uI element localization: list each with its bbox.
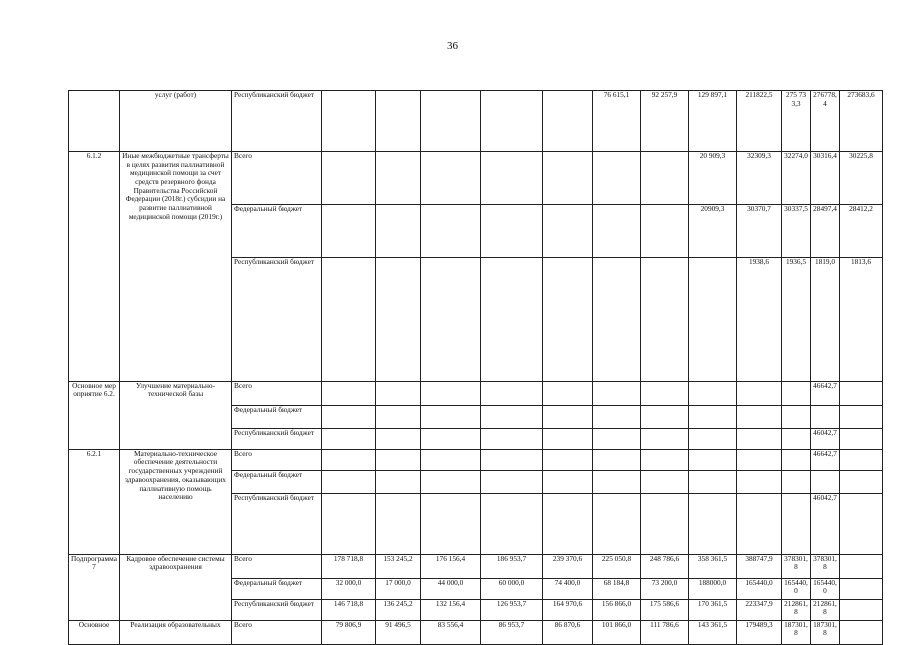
value-cell (593, 428, 641, 449)
value-cell: 86 870,6 (543, 620, 593, 644)
value-cell (481, 204, 543, 257)
funding-source: Всего (232, 620, 322, 644)
value-cell (481, 449, 543, 470)
value-cell: 126 953,7 (481, 599, 543, 620)
value-cell (641, 449, 689, 470)
value-cell: 1938,6 (737, 257, 782, 381)
value-cell (737, 493, 782, 554)
value-cell (543, 428, 593, 449)
value-cell: 388747,9 (737, 554, 782, 578)
value-cell (543, 204, 593, 257)
value-cell: 1819,0 (811, 257, 840, 381)
value-cell: 86 953,7 (481, 620, 543, 644)
funding-source: Республиканский бюджет (232, 257, 322, 381)
value-cell: 101 866,0 (593, 620, 641, 644)
value-cell: 188000,0 (689, 578, 737, 599)
row-name: Иные межбюджетные трансферты в целях развития паллиативной медицинской помощи за счет средств резервного фонда Правительства Российской Федерации (2018г.) субсидии на развитие паллиативной медицинской помощи (2019г.) (120, 152, 232, 381)
value-cell (543, 381, 593, 405)
value-cell: 30337,5 (782, 204, 811, 257)
value-cell (322, 428, 376, 449)
value-cell (782, 493, 811, 554)
value-cell (593, 470, 641, 493)
value-cell: 132 156,4 (421, 599, 481, 620)
value-cell: 248 786,6 (641, 554, 689, 578)
value-cell (481, 470, 543, 493)
value-cell (840, 493, 883, 554)
value-cell (737, 381, 782, 405)
value-cell: 32274,0 (782, 152, 811, 205)
funding-source: Всего (232, 152, 322, 205)
value-cell: 211822,5 (737, 91, 782, 152)
value-cell: 92 257,9 (641, 91, 689, 152)
value-cell (689, 449, 737, 470)
row-code: 6.1.2 (69, 152, 120, 381)
value-cell: 164 970,6 (543, 599, 593, 620)
value-cell: 153 245,2 (376, 554, 421, 578)
row-name: Кадровое обеспечение системы здравоохранения (120, 554, 232, 620)
value-cell (593, 152, 641, 205)
value-cell (840, 554, 883, 578)
value-cell: 378301,8 (782, 554, 811, 578)
value-cell (782, 470, 811, 493)
table-row (69, 554, 883, 578)
funding-source: Федеральный бюджет (232, 470, 322, 493)
value-cell: 46042,7 (811, 428, 840, 449)
value-cell: 83 556,4 (421, 620, 481, 644)
value-cell (322, 449, 376, 470)
value-cell: 30225,8 (840, 152, 883, 205)
funding-source: Республиканский бюджет (232, 91, 322, 152)
row-code: Основное мероприятие 6.2. (69, 381, 120, 449)
value-cell (481, 91, 543, 152)
value-cell (782, 449, 811, 470)
value-cell: 91 496,5 (376, 620, 421, 644)
row-code: Основное (69, 620, 120, 644)
value-cell: 146 718,8 (322, 599, 376, 620)
value-cell: 223347,9 (737, 599, 782, 620)
value-cell (641, 381, 689, 405)
value-cell (376, 493, 421, 554)
value-cell (376, 91, 421, 152)
value-cell: 187301,8 (811, 620, 840, 644)
value-cell: 276778,4 (811, 91, 840, 152)
table-row (69, 620, 883, 644)
value-cell: 30370,7 (737, 204, 782, 257)
value-cell (811, 470, 840, 493)
value-cell (811, 405, 840, 428)
value-cell (421, 428, 481, 449)
value-cell: 179489,3 (737, 620, 782, 644)
value-cell: 212861,8 (782, 599, 811, 620)
value-cell (641, 405, 689, 428)
row-code: 6.2.1 (69, 449, 120, 554)
value-cell: 68 184,8 (593, 578, 641, 599)
value-cell (322, 470, 376, 493)
value-cell (376, 204, 421, 257)
row-name: Улучшение материально-технической базы (120, 381, 232, 449)
row-name: Реализация образовательных (120, 620, 232, 644)
value-cell (543, 152, 593, 205)
value-cell (641, 204, 689, 257)
table-row (69, 449, 883, 470)
value-cell (376, 257, 421, 381)
value-cell: 17 000,0 (376, 578, 421, 599)
value-cell (421, 204, 481, 257)
value-cell: 239 370,6 (543, 554, 593, 578)
funding-source: Федеральный бюджет (232, 578, 322, 599)
value-cell: 44 000,0 (421, 578, 481, 599)
value-cell (421, 470, 481, 493)
value-cell (782, 428, 811, 449)
value-cell (782, 405, 811, 428)
table-row (69, 91, 883, 152)
value-cell: 76 615,1 (593, 91, 641, 152)
row-code: Подпрограмма 7 (69, 554, 120, 620)
value-cell: 273683,6 (840, 91, 883, 152)
value-cell (593, 257, 641, 381)
value-cell (481, 257, 543, 381)
value-cell: 275 733,3 (782, 91, 811, 152)
value-cell (376, 428, 421, 449)
value-cell (481, 152, 543, 205)
value-cell: 176 156,4 (421, 554, 481, 578)
funding-source: Всего (232, 449, 322, 470)
value-cell (641, 428, 689, 449)
value-cell: 32309,3 (737, 152, 782, 205)
value-cell (421, 152, 481, 205)
value-cell: 20 909,3 (689, 152, 737, 205)
value-cell (376, 449, 421, 470)
value-cell: 46042,7 (811, 493, 840, 554)
value-cell: 20909,3 (689, 204, 737, 257)
funding-source: Федеральный бюджет (232, 405, 322, 428)
funding-source: Республиканский бюджет (232, 428, 322, 449)
value-cell (840, 470, 883, 493)
value-cell (421, 405, 481, 428)
value-cell: 1813,6 (840, 257, 883, 381)
value-cell: 46642,7 (811, 381, 840, 405)
table-row (69, 152, 883, 205)
value-cell (593, 493, 641, 554)
row-name: услуг (работ) (120, 91, 232, 152)
value-cell: 28497,4 (811, 204, 840, 257)
value-cell (543, 449, 593, 470)
funding-source: Республиканский бюджет (232, 493, 322, 554)
funding-source: Федеральный бюджет (232, 204, 322, 257)
value-cell (689, 470, 737, 493)
value-cell (689, 381, 737, 405)
value-cell (543, 493, 593, 554)
value-cell: 187301,8 (782, 620, 811, 644)
funding-source: Республиканский бюджет (232, 599, 322, 620)
value-cell: 170 361,5 (689, 599, 737, 620)
value-cell: 30316,4 (811, 152, 840, 205)
value-cell (376, 152, 421, 205)
value-cell (641, 257, 689, 381)
value-cell (421, 257, 481, 381)
value-cell (689, 428, 737, 449)
table-row (69, 381, 883, 405)
value-cell (322, 204, 376, 257)
value-cell (737, 428, 782, 449)
value-cell: 186 953,7 (481, 554, 543, 578)
value-cell (481, 405, 543, 428)
value-cell (593, 449, 641, 470)
value-cell (421, 493, 481, 554)
value-cell (840, 428, 883, 449)
value-cell (689, 257, 737, 381)
value-cell: 165440,0 (782, 578, 811, 599)
value-cell: 32 000,0 (322, 578, 376, 599)
value-cell (689, 405, 737, 428)
value-cell (782, 381, 811, 405)
value-cell: 1936,5 (782, 257, 811, 381)
value-cell: 178 718,8 (322, 554, 376, 578)
value-cell: 73 200,0 (641, 578, 689, 599)
value-cell (421, 381, 481, 405)
value-cell (322, 381, 376, 405)
value-cell: 143 361,5 (689, 620, 737, 644)
value-cell (376, 381, 421, 405)
value-cell (840, 449, 883, 470)
value-cell (421, 449, 481, 470)
value-cell (481, 428, 543, 449)
value-cell (641, 470, 689, 493)
value-cell (737, 405, 782, 428)
value-cell: 46642,7 (811, 449, 840, 470)
value-cell (593, 405, 641, 428)
value-cell: 129 897,1 (689, 91, 737, 152)
value-cell (840, 599, 883, 620)
value-cell: 165440,0 (811, 578, 840, 599)
value-cell: 175 586,6 (641, 599, 689, 620)
value-cell (840, 578, 883, 599)
value-cell (322, 257, 376, 381)
value-cell: 378301,8 (811, 554, 840, 578)
row-code (69, 91, 120, 152)
value-cell (641, 493, 689, 554)
value-cell: 60 000,0 (481, 578, 543, 599)
value-cell: 156 866,0 (593, 599, 641, 620)
value-cell: 212861,8 (811, 599, 840, 620)
value-cell (376, 470, 421, 493)
value-cell (840, 620, 883, 644)
value-cell: 165440,0 (737, 578, 782, 599)
value-cell (322, 152, 376, 205)
value-cell (593, 381, 641, 405)
page-number: 36 (447, 40, 458, 52)
value-cell (421, 91, 481, 152)
row-name: Материально-техническое обеспечение деятельности государственных учреждений здравоохранения, оказывающих паллиативную помощь населению (120, 449, 232, 554)
funding-source: Всего (232, 554, 322, 578)
value-cell: 79 806,9 (322, 620, 376, 644)
value-cell: 225 050,8 (593, 554, 641, 578)
value-cell: 28412,2 (840, 204, 883, 257)
value-cell (641, 152, 689, 205)
value-cell: 74 400,0 (543, 578, 593, 599)
value-cell (376, 405, 421, 428)
funding-source: Всего (232, 381, 322, 405)
value-cell (322, 493, 376, 554)
value-cell (840, 405, 883, 428)
value-cell (481, 381, 543, 405)
value-cell (543, 91, 593, 152)
value-cell (322, 405, 376, 428)
value-cell (543, 470, 593, 493)
budget-table (68, 90, 883, 645)
value-cell (737, 470, 782, 493)
value-cell (840, 381, 883, 405)
value-cell (689, 493, 737, 554)
value-cell (543, 405, 593, 428)
value-cell: 111 786,6 (641, 620, 689, 644)
value-cell (322, 91, 376, 152)
value-cell (737, 449, 782, 470)
value-cell: 358 361,5 (689, 554, 737, 578)
value-cell: 136 245,2 (376, 599, 421, 620)
value-cell (543, 257, 593, 381)
value-cell (593, 204, 641, 257)
value-cell (481, 493, 543, 554)
